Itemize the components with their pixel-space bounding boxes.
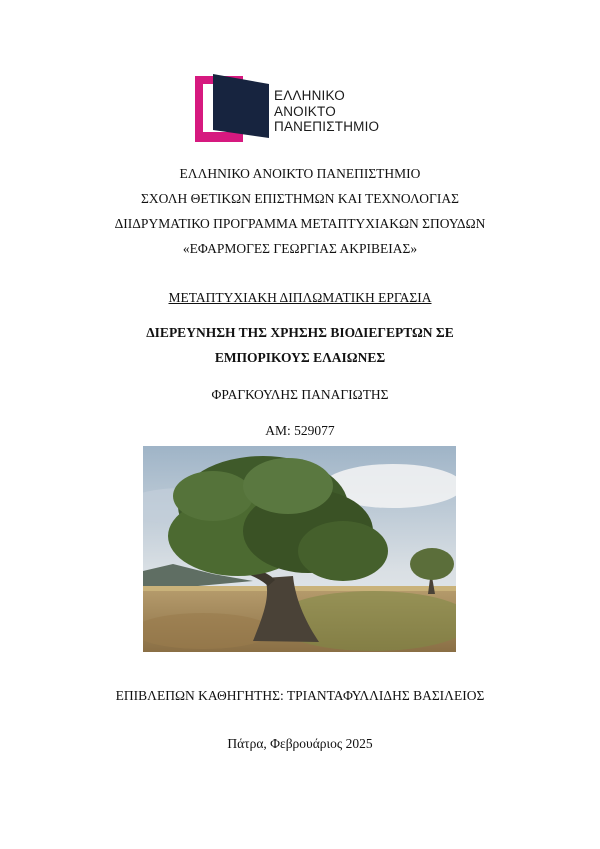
logo-line-1: ΕΛΛΗΝΙΚΟ	[274, 88, 345, 103]
school-name: ΣΧΟΛΗ ΘΕΤΙΚΩΝ ΕΠΙΣΤΗΜΩΝ ΚΑΙ ΤΕΧΝΟΛΟΓΙΑΣ	[141, 191, 459, 206]
author-name: ΦΡΑΓΚΟΥΛΗΣ ΠΑΝΑΓΙΩΤΗΣ	[211, 387, 389, 402]
logo-line-2: ΑΝΟΙΚΤΟ	[274, 103, 336, 119]
thesis-type-label: ΜΕΤΑΠΤΥΧΙΑΚΗ ΔΙΠΛΩΜΑΤΙΚΗ ΕΡΓΑΣΙΑ	[168, 290, 432, 305]
supervisor: ΕΠΙΒΛΕΠΩΝ ΚΑΘΗΓΗΤΗΣ: ΤΡΙΑΝΤΑΦΥΛΛΙΔΗΣ ΒΑΣΙΛΕΙΟΣ	[115, 688, 485, 703]
student-id: ΑΜ: 529077	[265, 423, 335, 438]
program-title: «ΕΦΑΡΜΟΓΕΣ ΓΕΩΡΓΙΑΣ ΑΚΡΙΒΕΙΑΣ»	[182, 241, 418, 256]
university-name: ΕΛΛΗΝΙΚΟ ΑΝΟΙΚΤΟ ΠΑΝΕΠΙΣΤΗΜΙΟ	[179, 166, 421, 181]
thesis-title-line-1: ΔΙΕΡΕΥΝΗΣΗ ΤΗΣ ΧΡΗΣΗΣ ΒΙΟΔΙΕΓΕΡΤΩΝ ΣΕ	[146, 325, 454, 340]
olive-tree-photo	[143, 446, 456, 652]
logo-emblem-icon	[193, 74, 273, 144]
place-date: Πάτρα, Φεβρουάριος 2025	[227, 736, 373, 751]
logo-wordmark	[274, 88, 379, 135]
thesis-type	[0, 290, 600, 306]
thesis-title-line-2: ΕΜΠΟΡΙΚΟΥΣ ΕΛΑΙΩΝΕΣ	[214, 350, 386, 365]
logo-line-3: ΠΑΝΕΠΙΣΤΗΜΙΟ	[274, 119, 380, 134]
university-logo	[193, 74, 408, 144]
program-name: ΔΙΙΔΡΥΜΑΤΙΚΟ ΠΡΟΓΡΑΜΜΑ ΜΕΤΑΠΤΥΧΙΑΚΩΝ ΣΠΟΥΔΩΝ	[114, 216, 486, 231]
